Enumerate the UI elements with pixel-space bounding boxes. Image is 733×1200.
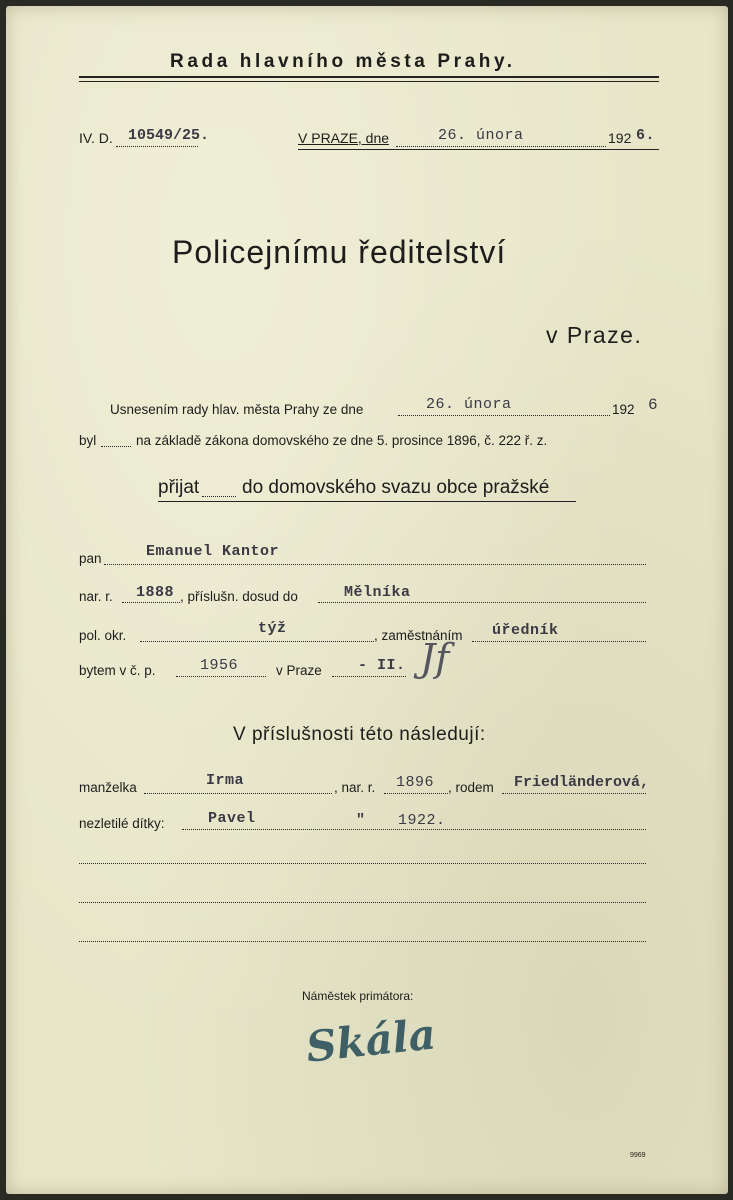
prislus-label: , příslušn. dosud do (180, 589, 298, 604)
houseno-dots (176, 676, 266, 677)
occupation-label: , zaměstnáním (374, 628, 463, 643)
city-label: v Praze (276, 663, 322, 678)
resolution-year-digit: 6 (648, 396, 659, 414)
person-name: Emanuel Kantor (146, 543, 280, 560)
law-text: na základě zákona domovského ze dne 5. prosince 1896, č. 222 ř. z. (136, 433, 548, 448)
city-dots (332, 676, 406, 677)
blank-line-2 (79, 902, 646, 903)
date-dots (396, 146, 606, 147)
blank-line-3 (79, 941, 646, 942)
svaz-underline (158, 501, 576, 502)
resolution-year-prefix: 192 (612, 402, 635, 417)
prijat-label: přijat (158, 477, 200, 498)
date-underline (298, 149, 659, 150)
ref-dots (116, 146, 198, 147)
prijat-dots (202, 496, 236, 497)
born-dots (122, 602, 180, 603)
wife-maiden-dots (502, 793, 646, 794)
byl-dots (101, 446, 131, 447)
byl-label: byl (79, 433, 97, 448)
house-number: 1956 (200, 657, 239, 674)
deputy-signature-stamp: Skála (303, 1009, 439, 1072)
children-dots (182, 829, 646, 830)
council-heading: Rada hlavního města Prahy. (170, 51, 516, 72)
address-label: bytem v č. p. (79, 663, 156, 678)
header-date: 26. února (438, 127, 524, 144)
wife-maiden-label: , rodem (448, 780, 494, 795)
child-name: Pavel (208, 810, 256, 827)
addressee-line1: Policejnímu ředitelství (172, 234, 507, 270)
born-year: 1888 (136, 584, 175, 601)
resolution-date-dots (398, 415, 610, 416)
district-value: týž (258, 620, 287, 637)
wife-born-label: , nar. r. (334, 780, 376, 795)
svaz-label: do domovského svazu obce pražské (242, 477, 550, 498)
resolution-date: 26. února (426, 396, 512, 413)
ref-prefix: IV. D. (79, 130, 113, 146)
occupation-dots (472, 641, 646, 642)
prior-home: Mělníka (344, 584, 411, 601)
ref-number: 10549/25. (128, 127, 210, 144)
margin-pencil-mark: Jf (420, 636, 450, 680)
wife-name: Irma (206, 772, 245, 789)
prislus-dots (318, 602, 646, 603)
child-year: 1922. (398, 812, 446, 829)
pan-dots (104, 564, 646, 565)
district-dots (140, 641, 374, 642)
resolution-text: Usnesením rady hlav. města Prahy ze dne (110, 402, 364, 417)
header-rule-top (79, 76, 659, 78)
pan-label: pan (79, 551, 102, 566)
blank-line-1 (79, 863, 646, 864)
addressee-line2: v Praze. (546, 322, 643, 348)
district-label: pol. okr. (79, 628, 127, 643)
wife-dots (144, 793, 332, 794)
wife-born-year: 1896 (396, 774, 435, 791)
wife-born-dots (384, 793, 448, 794)
district-number: - II. (358, 657, 406, 674)
children-label: nezletilé dítky: (79, 816, 165, 831)
family-heading: V příslušnosti této následují: (233, 724, 486, 745)
place-date-prefix: V PRAZE, dne (298, 130, 390, 146)
document-page (6, 6, 728, 1194)
header-rule-bottom (79, 81, 659, 82)
wife-label: manželka (79, 780, 137, 795)
ditto-mark: " (356, 812, 366, 829)
header-year-prefix: 192 (608, 130, 632, 146)
wife-maiden-name: Friedländerová, (514, 774, 650, 791)
form-number: 9969 (630, 1152, 646, 1159)
occupation-value: úředník (492, 622, 559, 639)
deputy-label: Náměstek primátora: (302, 989, 414, 1003)
header-year-digit: 6. (636, 127, 656, 144)
born-label: nar. r. (79, 589, 113, 604)
